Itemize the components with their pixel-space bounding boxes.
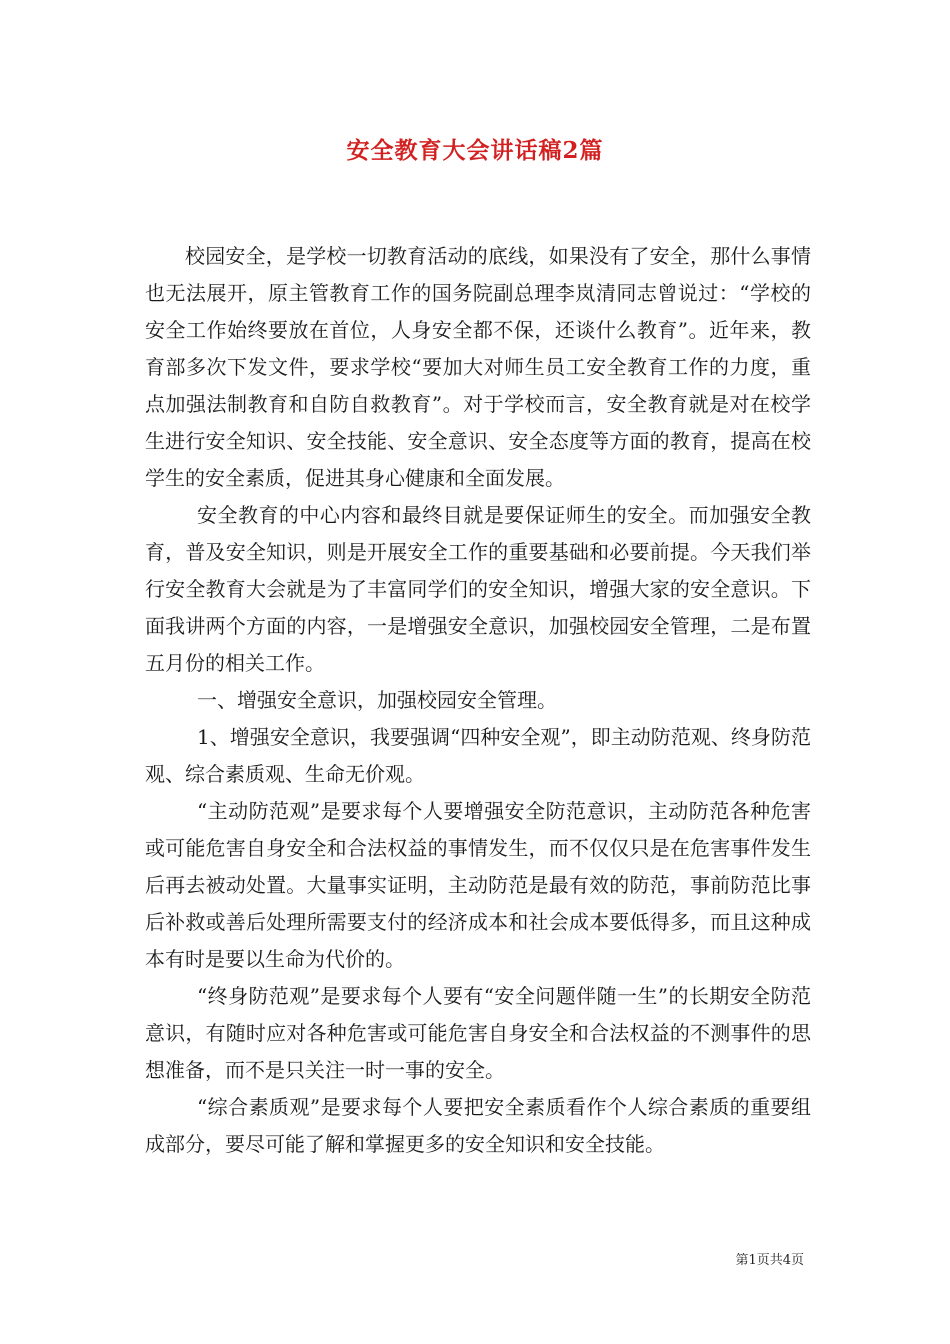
paragraph-3: 1、增强安全意识，我要强调“四种安全观”，即主动防范观、终身防范观、综合素质观、生命无价观。 (145, 725, 811, 786)
paragraph-2: 安全教育的中心内容和最终目就是要保证师生的安全。而加强安全教育，普及安全知识，则是开展安全工作的重要基础和必要前提。今天我们举行安全教育大会就是为了丰富同学们的安全知识，增强大家的安全意识。下面我讲两个方面的内容，一是增强安全意识，加强校园安全管理，二是布置五月份的相关工作。 (145, 503, 811, 675)
paragraph-1: 校园安全，是学校一切教育活动的底线，如果没有了安全，那什么事情也无法展开，原主管教育工作的国务院副总理李岚清同志曾说过：“学校的安全工作始终要放在首位，人身安全都不保，还谈什么教育”。近年来，教育部多次下发文件，要求学校“要加大对师生员工安全教育工作的力度，重点加强法制教育和自防自救教育”。对于学校而言，安全教育就是对在校学生进行安全知识、安全技能、安全意识、安全态度等方面的教育，提高在校学生的安全素质，促进其身心健康和全面发展。 (145, 244, 811, 490)
paragraph-5: “终身防范观”是要求每个人要有“安全问题伴随一生”的长期安全防范意识，有随时应对各种危害或可能危害自身安全和合法权益的不测事件的思想准备，而不是只关注一时一事的安全。 (145, 984, 811, 1082)
section-heading-1: 一、增强安全意识，加强校园安全管理。 (197, 688, 557, 712)
paragraph-4: “主动防范观”是要求每个人要增强安全防范意识，主动防范各种危害或可能危害自身安全和合法权益的事情发生，而不仅仅只是在危害事件发生后再去被动处置。大量事实证明，主动防范是最有效的防范，事前防范比事后补救或善后处理所需要支付的经济成本和社会成本要低得多，而且这种成本有时是要以生命为代价的。 (145, 799, 811, 971)
paragraph-6: “综合素质观”是要求每个人要把安全素质看作个人综合素质的重要组成部分，要尽可能了解和掌握更多的安全知识和安全技能。 (145, 1095, 811, 1156)
document-title: 安全教育大会讲话稿2篇 (346, 137, 604, 164)
page-number: 第1页共4页 (735, 1253, 804, 1268)
document-body (145, 238, 811, 1163)
